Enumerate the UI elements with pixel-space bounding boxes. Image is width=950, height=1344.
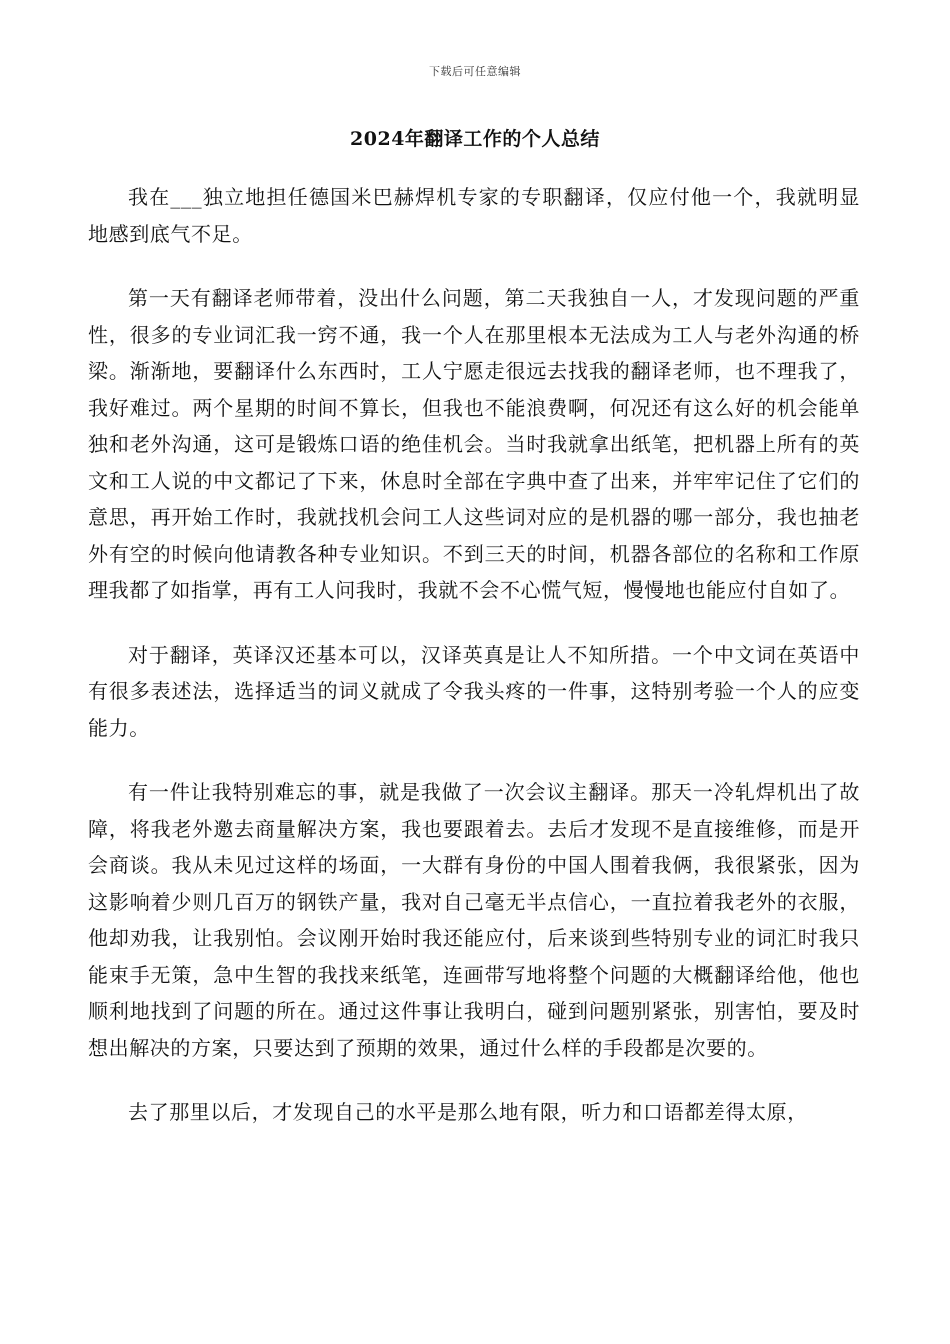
paragraph-3: 对于翻译，英译汉还基本可以，汉译英真是让人不知所措。一个中文词在英语中有很多表述法，选择适当的词义就成了令我头疼的一件事，这特别考验一个人的应变能力。 [88,642,860,740]
document-title: 2024年翻译工作的个人总结 [350,128,600,150]
page-header-note: 下载后可任意编辑 [429,65,521,78]
paragraph-1: 我在___独立地担任德国米巴赫焊机专家的专职翻译，仅应付他一个，我就明显地感到底气不足。 [88,185,860,246]
paragraph-4: 有一件让我特别难忘的事，就是我做了一次会议主翻译。那天一冷轧焊机出了故障，将我老外邀去商量解决方案，我也要跟着去。去后才发现不是直接维修，而是开会商谈。我从未见过这样的场面，一大群有身份的中国人围着我俩，我很紧张，因为这影响着少则几百万的钢铁产量，我对自己毫无半点信心，一直拉着我老外的衣服，他却劝我，让我别怕。会议刚开始时我还能应付，后来谈到些特别专业的词汇时我只能束手无策，急中生智的我找来纸笔，连画带写地将整个问题的大概翻译给他，他也顺利地找到了问题的所在。通过这件事让我明白，碰到问题别紧张，别害怕，要及时想出解决的方案，只要达到了预期的效果，通过什么样的手段都是次要的。 [88,780,860,1060]
paragraph-5: 去了那里以后，才发现自己的水平是那么地有限，听力和口语都差得太原， [128,1100,808,1124]
document-body [88,179,860,1131]
paragraph-2: 第一天有翻译老师带着，没出什么问题，第二天我独自一人，才发现问题的严重性，很多的专业词汇我一窍不通，我一个人在那里根本无法成为工人与老外沟通的桥梁。渐渐地，要翻译什么东西时，工人宁愿走很远去找我的翻译老师，也不理我了，我好难过。两个星期的时间不算长，但我也不能浪费啊，何况还有这么好的机会能单独和老外沟通，这可是锻炼口语的绝佳机会。当时我就拿出纸笔，把机器上所有的英文和工人说的中文都记了下来，休息时全部在字典中查了出来，并牢牢记住了它们的意思，再开始工作时，我就找机会问工人这些词对应的是机器的哪一部分，我也抽老外有空的时候向他请教各种专业知识。不到三天的时间，机器各部位的名称和工作原理我都了如指掌，再有工人问我时，我就不会不心慌气短，慢慢地也能应付自如了。 [88,286,860,602]
